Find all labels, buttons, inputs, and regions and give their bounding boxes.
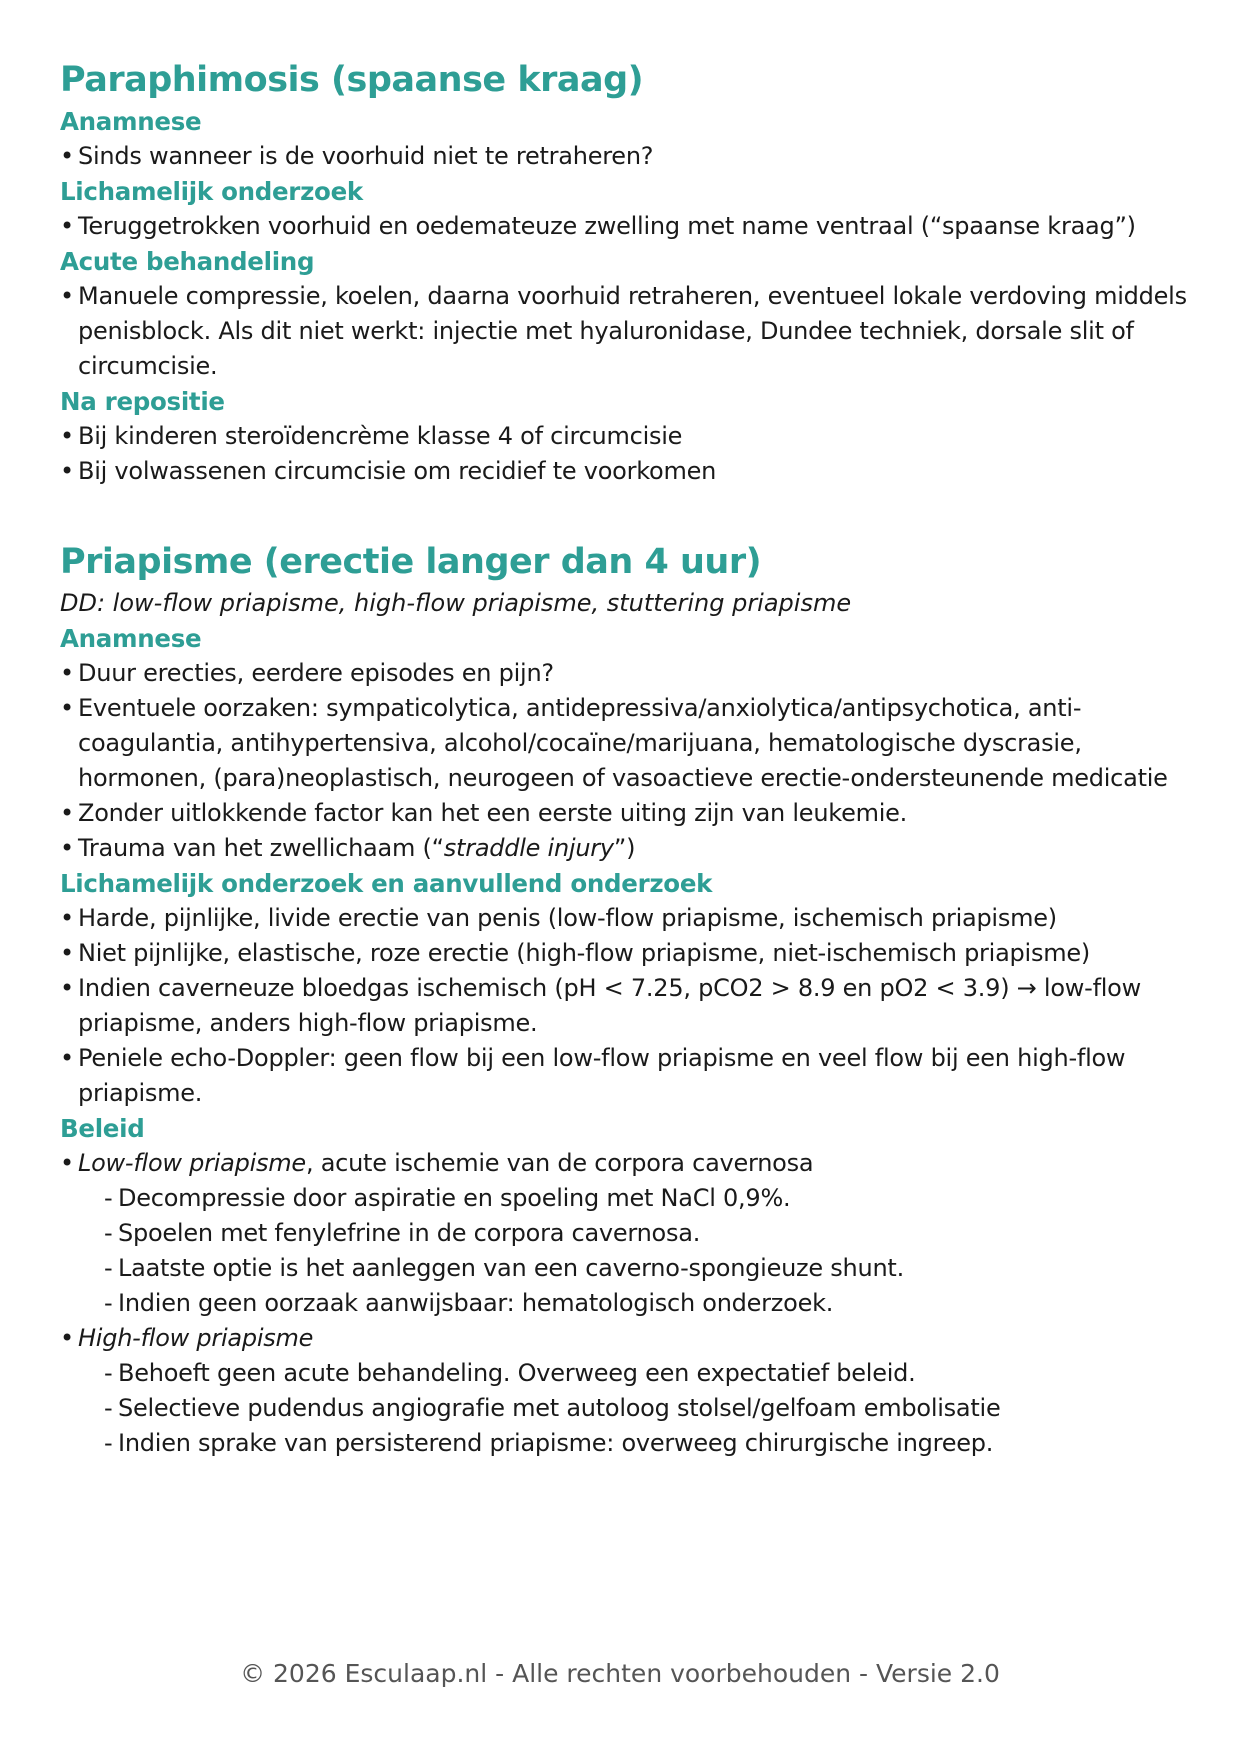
bullet-list [60,1146,1190,1181]
list-item-high-flow [60,1321,1190,1356]
dash-list [60,1181,1190,1321]
dash-item: - Indien sprake van persisterend priapisme: overweeg chirurgische ingreep. [60,1426,1190,1461]
list-item [60,831,1190,866]
section-paraphimosis [60,56,1190,489]
bullet-list [60,656,1190,866]
section-title: Priapisme (erectie langer dan 4 uur) [60,542,762,582]
footer-copyright: © 2026 Esculaap.nl - Alle rechten voorbehouden - Versie 2.0 [240,1659,1000,1688]
dash-item: - Indien geen oorzaak aanwijsbaar: hematologisch onderzoek. [60,1286,1190,1321]
list-item: • Teruggetrokken voorhuid en oedemateuze zwelling met name ventraal (“spaanse kraag”) [60,209,1190,244]
differential-diagnosis: DD: low-flow priapisme, high-flow priapisme, stuttering priapisme [60,589,852,617]
bullet-list [60,1321,1190,1356]
bullet-list [60,901,1190,1111]
list-item: • Bij volwassenen circumcisie om recidief te voorkomen [60,454,1190,489]
section-priapisme [60,538,1190,1461]
bullet-list [60,279,1190,384]
subheading-beleid: Beleid [60,1114,145,1143]
low-flow-label: Low-flow priapisme [78,1149,306,1177]
dash-item: - Spoelen met fenylefrine in de corpora cavernosa. [60,1216,1190,1251]
list-item: • Peniele echo-Doppler: geen flow bij een low-flow priapisme en veel flow bij een high-flow priapisme. [60,1041,1190,1111]
dash-item: - Behoeft geen acute behandeling. Overweeg een expectatief beleid. [60,1356,1190,1391]
bullet-list [60,209,1190,244]
list-item-low-flow [60,1146,1190,1181]
subheading-na-repositie: Na repositie [60,387,225,416]
trauma-prefix: Trauma van het zwellichaam (“ [78,834,444,862]
subheading-lichamelijk-onderzoek: Lichamelijk onderzoek [60,177,363,206]
list-item: • Zonder uitlokkende factor kan het een eerste uiting zijn van leukemie. [60,796,1190,831]
dash-list [60,1356,1190,1461]
subheading-acute-behandeling: Acute behandeling [60,247,315,276]
low-flow-description: , acute ischemie van de corpora cavernosa [305,1149,814,1177]
list-item: • Manuele compressie, koelen, daarna voorhuid retraheren, eventueel lokale verdoving middels penisblock. Als dit niet werkt: injectie met hyaluronidase, Dundee techniek, dorsale slit of circumcisie. [60,279,1190,384]
dash-item: - Selectieve pudendus angiografie met autoloog stolsel/gelfoam embolisatie [60,1391,1190,1426]
section-title: Paraphimosis (spaanse kraag) [60,60,644,100]
dash-item: - Decompressie door aspiratie en spoeling met NaCl 0,9%. [60,1181,1190,1216]
subheading-onderzoek: Lichamelijk onderzoek en aanvullend onderzoek [60,869,713,898]
high-flow-label: High-flow priapisme [78,1324,314,1352]
dash-item: - Laatste optie is het aanleggen van een caverno-spongieuze shunt. [60,1251,1190,1286]
list-item: • Duur erecties, eerdere episodes en pijn? [60,656,1190,691]
list-item: • Harde, pijnlijke, livide erectie van penis (low-flow priapisme, ischemisch priapisme) [60,901,1190,936]
subheading-anamnese: Anamnese [60,107,202,136]
subheading-anamnese: Anamnese [60,624,202,653]
bullet-list [60,419,1190,489]
bullet-list [60,139,1190,174]
list-item: • Sinds wanneer is de voorhuid niet te retraheren? [60,139,1190,174]
trauma-italic: straddle injury [443,834,614,862]
list-item: • Indien caverneuze bloedgas ischemisch (pH < 7.25, pCO2 > 8.9 en pO2 < 3.9) → low-flow priapisme, anders high-flow priapisme. [60,971,1190,1041]
list-item: • Niet pijnlijke, elastische, roze erectie (high-flow priapisme, niet-ischemisch priapisme) [60,936,1190,971]
trauma-suffix: ”) [613,834,636,862]
list-item: • Eventuele oorzaken: sympaticolytica, antidepressiva/anxiolytica/antipsychotica, anti-coagulantia, antihypertensiva, alcohol/cocaïne/marijuana, hematologische dyscrasie, hormonen, (para)neoplastisch, neurogeen of vasoactieve erectie-ondersteunende medicatie [60,691,1190,796]
list-item: • Bij kinderen steroïdencrème klasse 4 of circumcisie [60,419,1190,454]
